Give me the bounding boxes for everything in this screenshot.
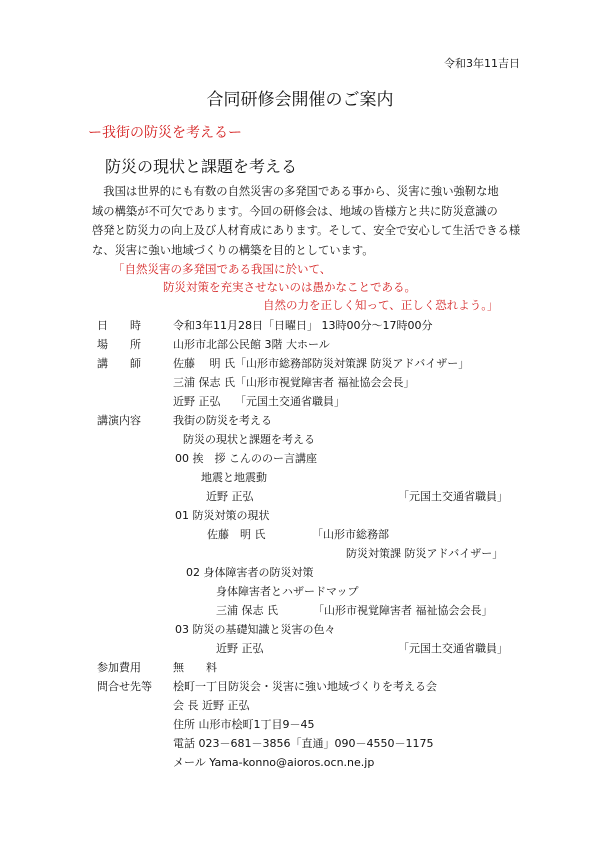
session-03-affiliation: 「元国土交通省職員」 <box>398 642 508 655</box>
session-02-affiliation: 「山形市視覚障害者 福祉協会会長」 <box>313 604 493 617</box>
content-label: 講演内容 <box>97 414 141 427</box>
intro-line: 我国は世界的にも有数の自然災害の多発国である事から、災害に強い強靭な地 <box>92 185 499 198</box>
session-02-topic: 身体障害者とハザードマップ <box>216 585 359 598</box>
intro-paragraph <box>92 182 520 260</box>
contact-label: 問合せ先等 <box>97 680 152 693</box>
page-title: 合同研修会開催のご案内 <box>206 90 394 110</box>
contact-phone: 電話 023－681－3856「直通」090－4550－1175 <box>173 737 434 750</box>
session-03-speaker: 近野 正弘 <box>216 642 264 655</box>
session-00-affiliation: 「元国土交通省職員」 <box>398 490 508 503</box>
contact-organization: 桧町一丁目防災会・災害に強い地域づくりを考える会 <box>173 680 437 693</box>
datetime-label: 日 時 <box>97 319 141 332</box>
section-heading: 防災の現状と課題を考える <box>105 157 298 176</box>
quote-line-2: 防災対策を充実させないのは愚かなことである。 <box>163 280 416 294</box>
fee-label: 参加費用 <box>97 661 141 674</box>
session-03-title: 03 防災の基礎知識と災害の色々 <box>175 623 336 636</box>
intro-line: な、災害に強い地域づくりの構築を目的としています。 <box>92 243 374 257</box>
session-02-speaker: 三浦 保志 氏 <box>216 604 278 617</box>
session-00-topic: 地震と地震動 <box>201 471 267 484</box>
lecturer-item: 近野 正弘 「元国土交通省職員」 <box>173 395 345 408</box>
contact-email: メール Yama-konno@aioros.ocn.ne.jp <box>173 756 375 769</box>
session-01-speaker: 佐藤 明 氏 <box>207 528 266 541</box>
intro-line: 啓発と防災力の向上及び人材育成にあります。そして、安全で安心して生活できる様 <box>92 224 521 237</box>
session-01-title: 01 防災対策の現状 <box>175 509 270 522</box>
contact-chair: 会 長 近野 正弘 <box>173 699 250 712</box>
venue-label: 場 所 <box>97 338 141 351</box>
datetime-value: 令和3年11月28日「日曜日」 13時00分～17時00分 <box>173 319 433 332</box>
content-title: 我街の防災を考える <box>173 414 272 427</box>
session-02-title: 02 身体障害者の防災対策 <box>186 566 314 579</box>
session-00-title: 00 挨 拶 こんののー言講座 <box>175 452 317 465</box>
session-01-affiliation: 「山形市総務部 <box>312 528 389 541</box>
session-01-affiliation: 防災対策課 防災アドバイザー」 <box>346 547 504 560</box>
subtitle: ー我街の防災を考えるー <box>88 125 242 141</box>
quote-line-3: 自然の力を正しく知って、正しく恐れよう。」 <box>263 298 499 312</box>
lecturer-item: 佐藤 明 氏「山形市総務部防災対策課 防災アドバイザー」 <box>173 357 470 370</box>
intro-line: 域の構築が不可欠であります。今回の研修会は、地域の皆様方と共に防災意識の <box>92 204 498 218</box>
contact-address: 住所 山形市桧町1丁目9－45 <box>173 718 315 731</box>
lecturer-item: 三浦 保志 氏「山形市視覚障害者 福祉協会会長」 <box>173 376 415 389</box>
date: 令和3年11吉日 <box>444 57 520 70</box>
venue-value: 山形市北部公民館 3階 大ホール <box>173 338 330 351</box>
session-00-speaker: 近野 正弘 <box>206 490 254 503</box>
lecturer-label: 講 師 <box>97 357 141 370</box>
content-subtitle: 防災の現状と課題を考える <box>183 433 315 446</box>
quote-line-1: 「自然災害の多発国である我国に於いて、 <box>113 262 332 276</box>
fee-value: 無 料 <box>173 661 217 674</box>
